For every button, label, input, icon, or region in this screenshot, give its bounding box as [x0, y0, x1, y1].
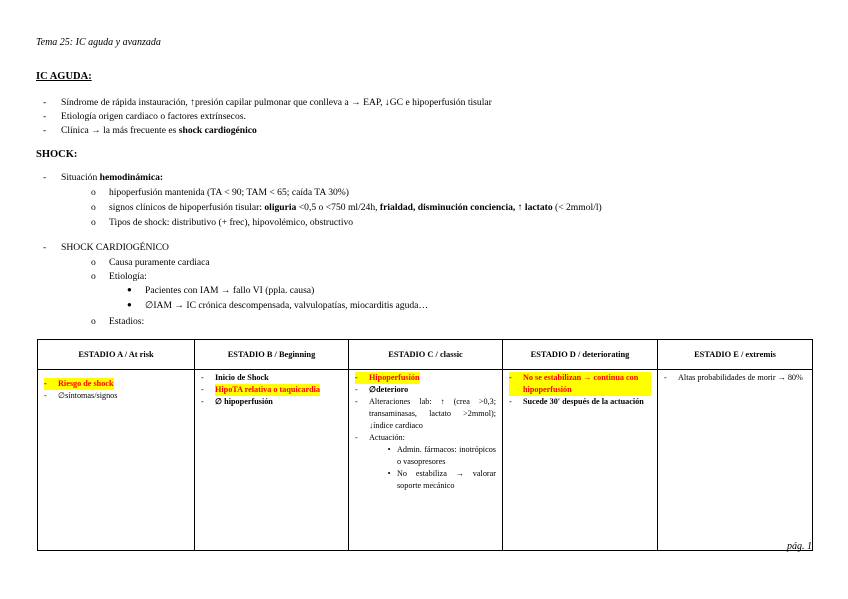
header-estadio-d: ESTADIO D / deteriorating [503, 340, 658, 370]
ic-bullet-2: Etiología origen cardiaco o factores extrínsecos. [61, 111, 246, 122]
estadios-line: Estadios: [109, 316, 145, 327]
circle-bullet: o [91, 187, 96, 198]
shock-item-c: Tipos de shock: distributivo (+ frec), hipovolémico, obstructivo [109, 217, 354, 228]
list-item: - Inicio de Shock [201, 373, 269, 382]
shock-item-a: hipoperfusión mantenida (TA < 90; TAM < 65; caída TA 30%) [109, 187, 349, 198]
round-bullet: ● [127, 300, 132, 309]
dash-marker: - [43, 172, 47, 183]
cell-estadio-a [38, 370, 195, 551]
circle-bullet: o [91, 257, 96, 268]
header-estadio-e: ESTADIO E / extremis [658, 340, 813, 370]
cell-estadio-c [349, 370, 503, 551]
situacion-line [61, 172, 163, 184]
dash-marker: - [43, 125, 47, 136]
list-item: - HipoTA relativa o taquicardia [201, 385, 321, 394]
list-item: - ∅síntomas/signos [44, 391, 118, 400]
etiologia-item-2: ∅IAM → IC crónica descompensada, valvulopatías, miocarditis aguda… [145, 300, 429, 311]
header-estadio-c: ESTADIO C / classic [349, 340, 503, 370]
page-number: pág. 1 [787, 541, 812, 552]
list-item: - ∅deterioro [355, 385, 409, 394]
header-estadio-b: ESTADIO B / Beginning [195, 340, 349, 370]
shock-item-b: signos clínicos de hipoperfusión tisular: oliguria <0,5 o <750 ml/24h, frialdad, disminución conciencia, ↑ lactato (< 2mmol/l) [109, 202, 602, 213]
dash-marker: - [43, 111, 47, 122]
circle-bullet: o [91, 217, 96, 228]
cell-estadio-d [503, 370, 658, 551]
list-item: - Riesgo de shock [44, 379, 114, 388]
etiologia-item-1: Pacientes con IAM → fallo VI (ppla. causa) [145, 285, 315, 296]
cell-estadio-b [195, 370, 349, 551]
ic-bullet-1: Síndrome de rápida instauración, ↑presión capilar pulmonar que conlleva a → EAP, ↓GC e hipoperfusión tisular [61, 97, 492, 108]
section-title-shock: SHOCK: [36, 149, 78, 160]
clinica-text: Clínica → la más frecuente es [61, 125, 179, 136]
ic-bullet-3 [61, 125, 257, 137]
list-item: - ∅ hipoperfusión [201, 397, 273, 406]
dash-marker: - [43, 97, 47, 108]
cell-estadio-e [658, 370, 813, 551]
list-item: - No se estabilizan → continua con hipoperfusión [509, 372, 651, 396]
round-bullet: ● [127, 285, 132, 294]
causa-line: Causa puramente cardiaca [109, 257, 210, 268]
page-header: Tema 25: IC aguda y avanzada [36, 37, 161, 48]
table-header-row [38, 340, 813, 370]
situacion-prefix: Situación [61, 172, 100, 183]
circle-bullet: o [91, 202, 96, 213]
list-item: - Altas probabilidades de morir → 80% [664, 373, 803, 382]
list-item: - Actuación: [355, 433, 405, 442]
list-item: - Alteraciones lab: ↑ (crea >0,3; transaminasas, lactato >2mmol); ↓índice cardiaco [355, 397, 496, 430]
dash-marker: - [43, 242, 47, 253]
circle-bullet: o [91, 316, 96, 327]
circle-bullet: o [91, 271, 96, 282]
shock-cardiogenico-title: SHOCK CARDIOGÉNICO [61, 242, 169, 253]
list-item: - Hipoperfusión [355, 373, 420, 382]
table-row [38, 370, 813, 551]
estadios-table [37, 339, 813, 551]
situacion-bold: hemodinámica: [99, 172, 164, 183]
list-item: - Sucede 30' después de la actuación [509, 397, 644, 406]
etiologia-line: Etiología: [109, 271, 147, 282]
sub-list-item: • No estabiliza → valorar soporte mecánico [387, 469, 496, 490]
clinica-bold: shock cardiogénico [178, 125, 257, 136]
sub-list-item: • Admin. fármacos: inotrópicos o vasopresores [387, 445, 496, 466]
header-estadio-a: ESTADIO A / At risk [38, 340, 195, 370]
section-title-ic-aguda: IC AGUDA: [36, 71, 92, 82]
